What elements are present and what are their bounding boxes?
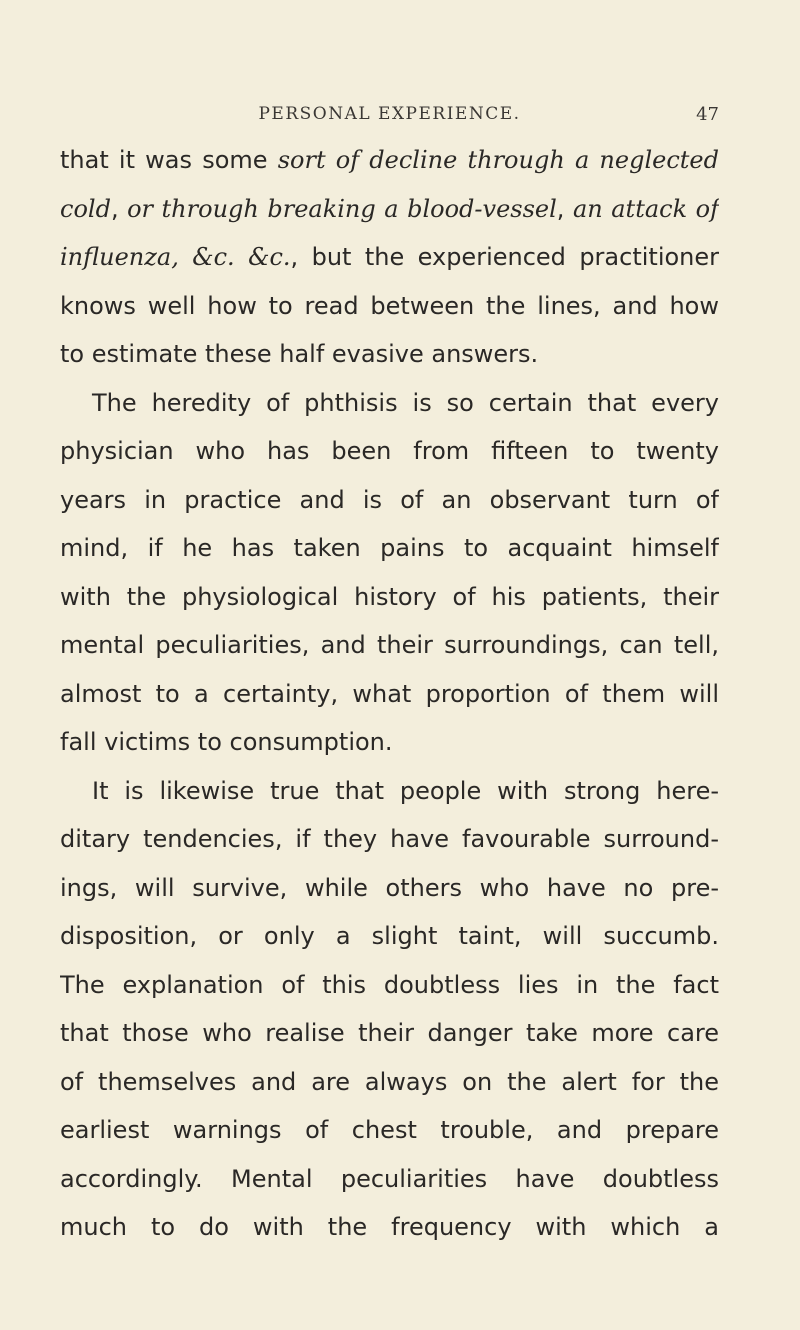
text-line (60, 767, 719, 816)
text-segment: accordingly. Mental peculiarities have doubtless (60, 1164, 719, 1193)
italic-text-segment: influenza, &c. &c. (60, 243, 291, 271)
text-line (60, 1009, 719, 1058)
italic-text-segment: cold (60, 194, 111, 223)
text-segment: of themselves and are always on the alert for the (60, 1067, 719, 1096)
text-line (60, 1106, 719, 1155)
text-line (60, 961, 719, 1010)
text-line (60, 670, 719, 719)
italic-text-segment: an attack of (572, 194, 719, 223)
text-line (60, 136, 719, 185)
text-line (60, 379, 719, 428)
text-line (60, 330, 719, 379)
text-segment: , (110, 194, 128, 223)
italic-text-segment: sort of decline through a neglected (277, 146, 719, 174)
text-segment: ings, will survive, while others who have no pre- (60, 873, 719, 902)
text-line (60, 1155, 719, 1204)
text-line (60, 912, 719, 961)
text-segment: to estimate these half evasive answers. (60, 340, 539, 368)
body-text (60, 136, 719, 1252)
text-segment: mental peculiarities, and their surroundings, can tell, (60, 631, 719, 659)
text-line (60, 815, 719, 864)
text-line (60, 621, 719, 670)
text-line (60, 1058, 719, 1107)
text-line (60, 282, 719, 331)
text-segment: , (556, 194, 573, 223)
page-number: 47 (696, 104, 719, 125)
text-line (60, 524, 719, 573)
text-segment: that those who realise their danger take more care (60, 1019, 719, 1047)
italic-text-segment: or through breaking a blood-vessel (127, 194, 557, 223)
text-segment: The heredity of phthisis is so certain that every (92, 388, 719, 417)
text-segment: years in practice and is of an observant turn of (60, 485, 719, 514)
text-segment: knows well how to read between the lines, and how (60, 291, 719, 320)
text-line (60, 476, 719, 525)
running-head: PERSONAL EXPERIENCE. (258, 104, 521, 124)
text-segment: The explanation of this doubtless lies in the fact (60, 970, 719, 999)
text-segment: , but the experienced practitioner (290, 243, 719, 271)
text-segment: that it was some (60, 146, 278, 174)
text-line (60, 233, 719, 282)
page-header (60, 104, 719, 134)
text-segment: with the physiological history of his patients, their (60, 582, 719, 611)
text-line (60, 1203, 719, 1252)
text-segment: physician who has been from fifteen to twenty (60, 437, 719, 465)
text-segment: It is likewise true that people with strong here- (92, 776, 719, 805)
text-line (60, 185, 719, 234)
text-line (60, 718, 719, 767)
text-segment: almost to a certainty, what proportion of them will (60, 679, 719, 708)
text-line (60, 864, 719, 913)
text-segment: mind, if he has taken pains to acquaint himself (60, 534, 719, 562)
text-segment: disposition, or only a slight taint, will succumb. (60, 922, 719, 950)
text-segment: earliest warnings of chest trouble, and prepare (60, 1116, 719, 1144)
text-line (60, 573, 719, 622)
text-segment: fall victims to consumption. (60, 728, 393, 756)
text-line (60, 427, 719, 476)
text-segment: ditary tendencies, if they have favourable surround- (60, 825, 719, 853)
text-segment: much to do with the frequency with which a (60, 1213, 719, 1241)
